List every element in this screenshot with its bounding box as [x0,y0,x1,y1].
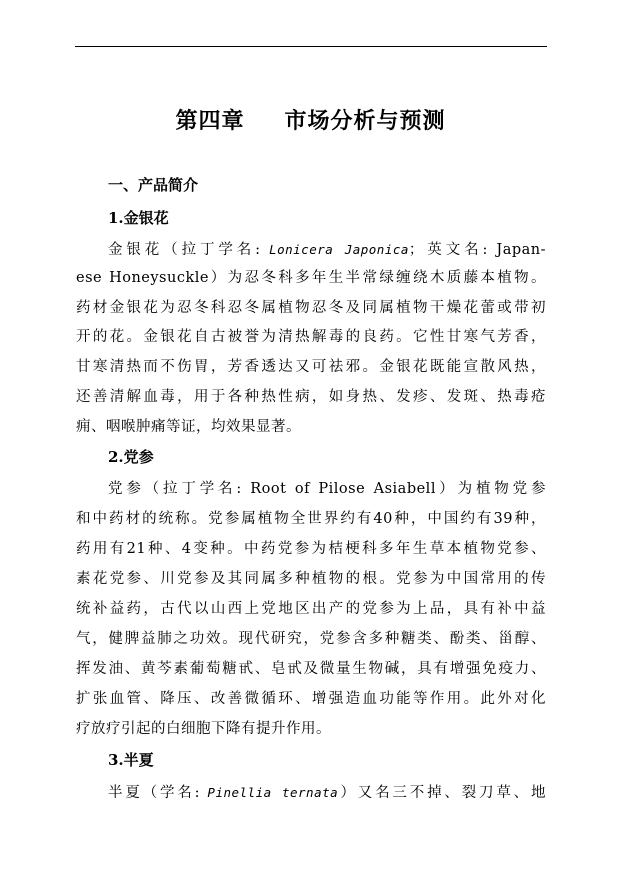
paragraph-line: 疗放疗引起的白细胞下降有提升作用。 [76,721,331,737]
paragraph-line: 药用有21种、4变种。中药党参为桔梗科多年生草本植物党参、 [76,541,546,557]
paragraph-line: ese Honeysuckle）为忍冬科多年生半常绿缠绕木质藤本植物。 [76,270,546,286]
paragraph-line: 党参（拉丁学名: Root of Pilose Asiabell）为植物党参 [108,481,546,497]
item-heading-honeysuckle: 1.金银花 [108,209,169,227]
section-heading: 一、产品简介 [108,176,199,194]
chapter-number: 第四章 [175,108,245,134]
paragraph-line: 甘寒清热而不伤胃，芳香透达又可祛邪。金银花既能宣散风热， [76,359,546,375]
paragraph-line: 和中药材的统称。党参属植物全世界约有40种，中国约有39种， [76,511,546,527]
paragraph-line: 痈、咽喉肿痛等证，均效果显著。 [76,419,301,435]
paragraph-line: 气，健脾益肺之功效。现代研究，党参含多种糖类、酚类、甾醇、 [76,631,546,647]
item-heading-pinellia: 3.半夏 [108,751,154,769]
paragraph-line: 半夏（学名: Pinellia ternata）又名三不掉、裂刀草、地 [108,785,546,801]
paragraph-line: 素花党参、川党参及其同属多种植物的根。党参为中国常用的传 [76,571,546,587]
paragraph-line: 金银花（拉丁学名: Lonicera Japonica；英文名: Japan- [108,242,547,258]
item-heading-codonopsis: 2.党参 [108,448,154,466]
paragraph-line: 开的花。金银花自古被誉为清热解毒的良药。它性甘寒气芳香， [76,329,546,345]
paragraph-line: 统补益药，古代以山西上党地区出产的党参为上品，具有补中益 [76,601,546,617]
header-rule [75,46,547,47]
paragraph-line: 扩张血管、降压、改善微循环、增强造血功能等作用。此外对化 [76,691,546,707]
chapter-title [0,104,621,135]
paragraph-line: 药材金银花为忍冬科忍冬属植物忍冬及同属植物干燥花蕾或带初 [76,300,546,316]
paragraph-line: 还善清解血毒，用于各种热性病，如身热、发疹、发斑、热毒疮 [76,389,546,405]
chapter-name: 市场分析与预测 [284,108,446,134]
paragraph-line: 挥发油、黄芩素葡萄糖甙、皂甙及微量生物碱，具有增强免疫力、 [76,661,546,677]
